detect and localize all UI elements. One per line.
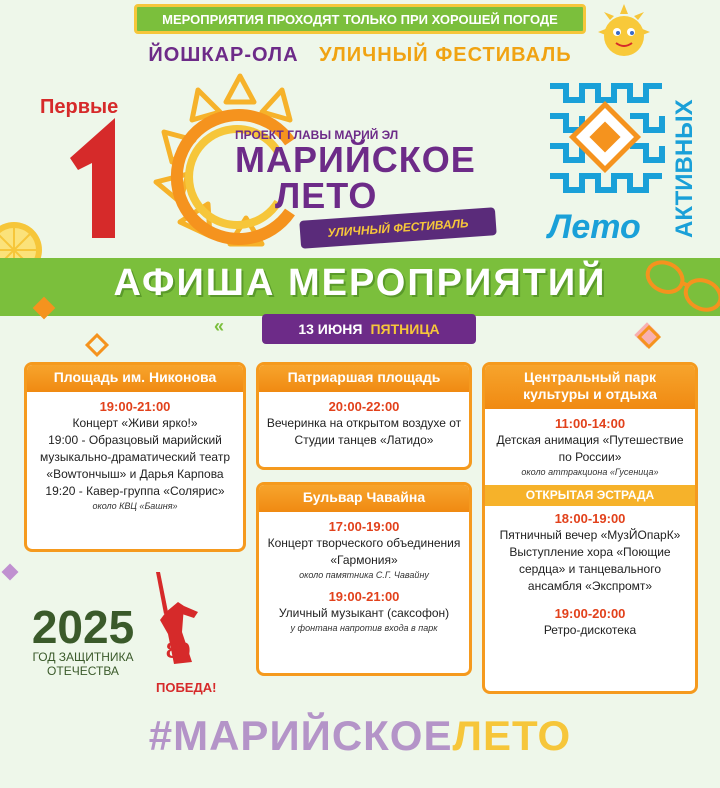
- event-time: 11:00-14:00: [554, 416, 626, 431]
- venue-card-patriarshaya: [256, 362, 472, 470]
- event-description: Уличный музыкант (саксофон): [278, 606, 450, 620]
- event-location-note: около памятника С.Г. Чавайну: [299, 570, 429, 580]
- weather-banner: [134, 4, 586, 34]
- sunglasses-icon: [640, 248, 720, 318]
- diamond-decoration-icon: [0, 560, 24, 588]
- pobeda-word: ПОБЕДА!: [156, 680, 217, 695]
- date-weekday: ПЯТНИЦА: [370, 321, 440, 337]
- diamond-decoration-icon: [30, 294, 64, 330]
- event-time: 17:00-19:00: [328, 519, 400, 534]
- diamond-decoration-icon: [628, 316, 668, 356]
- hashtag-part1: #МАРИЙСКОЕ: [148, 712, 453, 759]
- event-description: 19:00 - Образцовый марийский музыкально-драматический театр «Вowтончыш» и Дарья Карпова: [40, 433, 230, 481]
- chevron-left-icon: «: [214, 316, 225, 336]
- aktivnyh-text: АКТИВНЫХ: [671, 99, 698, 238]
- venue-title-nikonova: Площадь им. Никонова: [27, 365, 243, 392]
- weather-banner-text: МЕРОПРИЯТИЯ ПРОХОДЯТ ТОЛЬКО ПРИ ХОРОШЕЙ ПОГОДЕ: [162, 11, 558, 27]
- year-caption-line2: ОТЕЧЕСТВА: [47, 664, 119, 678]
- street-festival-tag: УЛИЧНЫЙ ФЕСТИВАЛЬ: [299, 207, 496, 249]
- event-location-note: около аттракциона «Гусеница»: [521, 467, 659, 477]
- open-stage-subheader: ОТКРЫТАЯ ЭСТРАДА: [485, 485, 695, 506]
- event-location-note: около КВЦ «Башня»: [92, 501, 178, 511]
- year-caption-line1: ГОД ЗАЩИТНИКА: [32, 650, 134, 664]
- event-description: Пятничный вечер «МузЙОпарК» Выступление хора «Поющие сердца» и танцевального ансамбля «Экспромт»: [499, 528, 681, 593]
- event-time: 19:00-20:00: [554, 606, 626, 621]
- event-time: 19:00-21:00: [328, 589, 400, 604]
- event-description: Концерт творческого объединения «Гармония»: [267, 536, 461, 567]
- city-festival-header: [0, 44, 720, 67]
- diamond-decoration-icon: [82, 330, 116, 364]
- logo-project-text: ПРОЕКТ ГЛАВЫ МАРИЙ ЭЛ: [235, 128, 399, 142]
- logo-name-line1: МАРИЙСКОЕ: [235, 139, 476, 180]
- venue-card-park: [482, 362, 698, 694]
- hashtag-part2: ЛЕТО: [452, 712, 572, 759]
- pervye-one-logo-icon: [60, 118, 130, 238]
- venue-title-park: Центральный парк культуры и отдыха: [485, 365, 695, 409]
- marii-leto-logo: [235, 128, 476, 216]
- year-of-defender-logo: [28, 601, 138, 678]
- event-location-note: у фонтана напротив входа в парк: [290, 623, 438, 633]
- date-badge: [262, 314, 476, 344]
- hashtag: [0, 712, 720, 760]
- logo-name-line2: ЛЕТО: [275, 175, 378, 216]
- event-description: Детская анимация «Путешествие по России»: [496, 433, 684, 464]
- event-time: 18:00-19:00: [554, 511, 626, 526]
- venue-title-chavaina: Бульвар Чавайна: [259, 485, 469, 512]
- page-title: АФИША МЕРОПРИЯТИЙ: [113, 262, 607, 304]
- motherland-monument-icon: [138, 572, 218, 692]
- event-description: 19:20 - Кавер-группа «Солярис»: [45, 484, 225, 498]
- event-time: 20:00-22:00: [328, 399, 400, 414]
- pervye-logo-text: Первые: [40, 96, 119, 118]
- pobeda-number: 80: [166, 638, 191, 663]
- leto-word: Лето: [548, 208, 641, 246]
- date-day: 13 ИЮНЯ: [298, 321, 363, 337]
- venue-card-nikonova: [24, 362, 246, 552]
- venue-card-chavaina: [256, 482, 472, 676]
- aktivnyh-vertical: [668, 78, 698, 243]
- year-number: 2025: [31, 601, 135, 653]
- event-description: Ретро-дискотека: [543, 623, 637, 637]
- festival-name: УЛИЧНЫЙ ФЕСТИВАЛЬ: [319, 44, 572, 66]
- event-description: Вечеринка на открытом воздухе от Студии танцев «Латидо»: [266, 416, 462, 447]
- city-name: ЙОШКАР-ОЛА: [148, 44, 299, 66]
- venue-title-patriarshaya: Патриаршая площадь: [259, 365, 469, 392]
- event-description: Концерт «Живи ярко!»: [72, 416, 198, 430]
- event-time: 19:00-21:00: [99, 399, 171, 414]
